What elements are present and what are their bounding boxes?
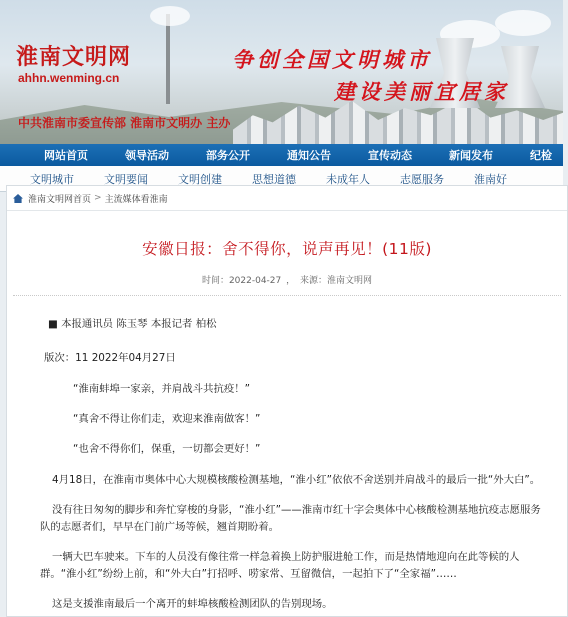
primary-nav	[0, 144, 563, 166]
quote-paragraph: “真舍不得让你们走，欢迎来淮南做客！”	[73, 413, 261, 425]
publish-time: 2022-04-27	[228, 276, 282, 286]
banner-smoke	[495, 10, 551, 36]
breadcrumb-section-link[interactable]: 主流媒体看淮南	[104, 194, 168, 205]
nav-item-morality[interactable]: 思想道德	[252, 172, 296, 186]
nav-item-huainan-good[interactable]: 淮南好	[474, 172, 507, 186]
nav-item-home[interactable]: 网站首页	[44, 149, 88, 162]
nav-item-civilized-city[interactable]: 文明城市	[30, 172, 74, 186]
banner-chimney	[166, 14, 170, 104]
nav-item-leader-activities[interactable]: 领导活动	[125, 149, 169, 162]
article-body	[7, 316, 567, 613]
banner-smoke	[150, 6, 190, 26]
nav-item-minors[interactable]: 未成年人	[326, 172, 370, 186]
author-line: ■ 本报通讯员 陈玉琴 本报记者 柏松	[48, 318, 217, 330]
article-source: 淮南文明网	[327, 276, 373, 286]
source-label: 来源：	[300, 276, 328, 286]
home-icon	[13, 194, 23, 203]
edition-line: 版次：11 2022年04月27日	[44, 352, 176, 364]
banner-slogan-line1: 争创全国文明城市	[232, 47, 432, 72]
nav-item-notices[interactable]: 通知公告	[287, 149, 331, 162]
article-title: 安徽日报：舍不得你，说声再见！(11版)	[142, 240, 432, 258]
quote-paragraph: “淮南蚌埠一家亲，并肩战斗共抗疫！”	[73, 383, 251, 395]
nav-item-dept-affairs[interactable]: 部务公开	[206, 149, 250, 162]
site-logo[interactable]: 淮南文明网	[16, 45, 132, 70]
body-paragraph: 这是支援淮南最后一个离开的蚌埠核酸检测团队的告别现场。	[52, 598, 333, 610]
nav-item-volunteer[interactable]: 志愿服务	[400, 172, 444, 186]
breadcrumb-separator: >	[94, 193, 102, 203]
article-meta: 时间：2022-04-27 ， 来源：淮南文明网	[201, 276, 373, 286]
nav-item-press-release[interactable]: 新闻发布	[449, 149, 493, 162]
site-sponsor: 中共淮南市委宣传部 淮南市文明办 主办	[18, 116, 231, 130]
body-paragraph: 一辆大巴车驶来。下车的人员没有像往常一样急着换上防护服进舱工作，而是热情地迎向在此等候的人群。“淮小红”纷纷上前，和“外大白”打招呼、唠家常、互留微信，一起拍下了“全家福”……	[40, 551, 520, 580]
breadcrumb	[7, 186, 567, 211]
main-navigation	[0, 144, 563, 191]
time-label: 时间：	[201, 276, 229, 286]
nav-item-discipline[interactable]: 纪检	[530, 149, 552, 162]
body-paragraph: 没有往日匆匆的脚步和奔忙穿梭的身影，“淮小红”——淮南市红十字会奥体中心核酸检测基地抗疫志愿服务队的志愿者们，早早在门前广场等候，翘首期盼着。	[40, 504, 541, 533]
banner-slogan-line2: 建设美丽宜居家	[334, 79, 509, 104]
nav-item-civilization-news[interactable]: 文明要闻	[104, 172, 148, 186]
body-paragraph: 4月18日，在淮南市奥体中心大规模核酸检测基地，“淮小红”依依不舍送别并肩战斗的最后一批“外大白”。	[52, 474, 541, 486]
quote-paragraph: “也舍不得你们，保重，一切都会更好！”	[73, 443, 261, 455]
meta-divider	[13, 295, 561, 296]
nav-item-civilization-building[interactable]: 文明创建	[178, 172, 222, 186]
breadcrumb-home-link[interactable]: 淮南文明网首页	[28, 194, 92, 205]
nav-item-publicity[interactable]: 宣传动态	[368, 149, 412, 162]
site-url: ahhn.wenming.cn	[18, 71, 120, 85]
article-card	[6, 185, 568, 617]
site-banner	[0, 0, 563, 144]
